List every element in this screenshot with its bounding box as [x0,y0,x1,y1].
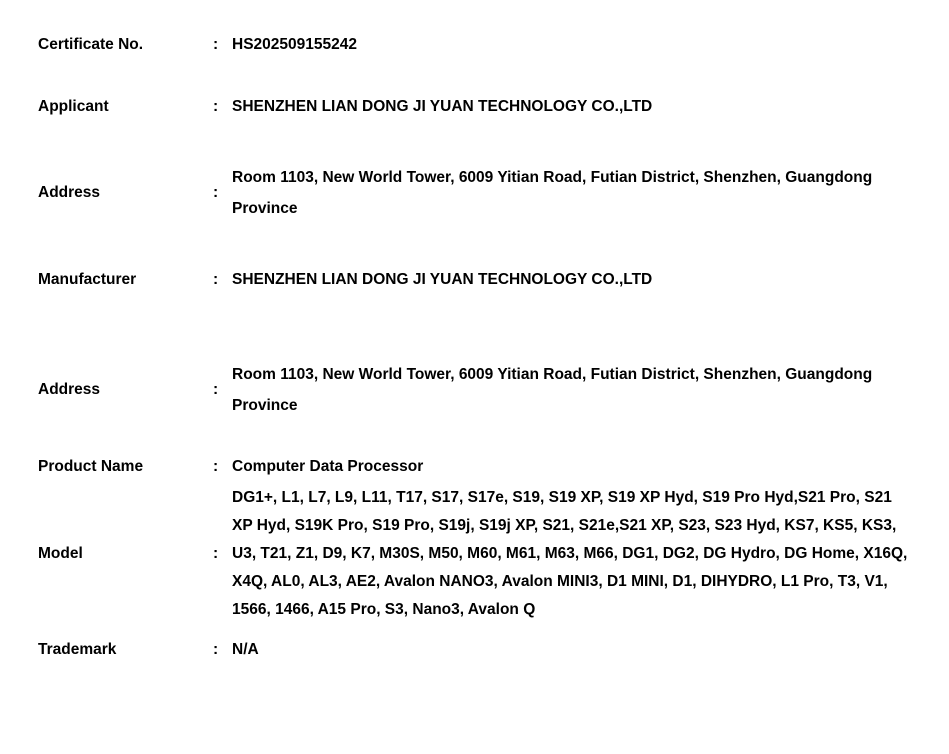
value-applicant-address: Room 1103, New World Tower, 6009 Yitian Road, Futian District, Shenzhen, Guangdong Province [232,169,873,217]
row-applicant [38,97,919,117]
row-model [38,484,919,624]
value-manufacturer-address: Room 1103, New World Tower, 6009 Yitian Road, Futian District, Shenzhen, Guangdong Province [232,366,873,414]
value-manufacturer: SHENZHEN LIAN DONG JI YUAN TECHNOLOGY CO.,LTD [232,271,653,288]
separator-product-name: : [213,458,219,475]
value-certificate-no: HS202509155242 [232,36,357,53]
label-applicant-address: Address [38,184,101,201]
label-certificate-no: Certificate No. [38,36,144,53]
label-manufacturer: Manufacturer [38,271,137,288]
row-manufacturer-address [38,359,919,421]
separator-manufacturer-address: : [213,381,219,398]
separator-model: : [213,545,219,562]
separator-manufacturer: : [213,271,219,288]
row-manufacturer [38,270,919,290]
value-trademark: N/A [232,641,259,658]
label-manufacturer-address: Address [38,381,101,398]
separator-trademark: : [213,641,219,658]
value-applicant: SHENZHEN LIAN DONG JI YUAN TECHNOLOGY CO.,LTD [232,98,653,115]
label-applicant: Applicant [38,98,109,115]
certificate-document [0,35,949,754]
row-certificate-no [38,35,919,55]
label-trademark: Trademark [38,641,117,658]
row-applicant-address [38,162,919,224]
separator-certificate-no: : [213,36,219,53]
value-product-name: Computer Data Processor [232,458,424,475]
separator-applicant-address: : [213,184,219,201]
label-model: Model [38,545,83,562]
label-product-name: Product Name [38,458,144,475]
separator-applicant: : [213,98,219,115]
row-trademark [38,640,919,660]
value-model: DG1+, L1, L7, L9, L11, T17, S17, S17e, S19, S19 XP, S19 XP Hyd, S19 Pro Hyd,S21 Pro, S21 XP Hyd, S19K Pro, S19 Pro, S19j, S19j XP, S21, S21e,S21 XP, S23, S23 Hyd, KS7, KS5, KS3, U3, T21, Z1, D9, K7, M30S, M50, M60, M61, M63, M66, DG1, DG2, DG Hydro, DG Home, X16Q, X4Q, AL0, AL3, AE2, Avalon NANO3, Avalon MINI3, D1 MINI, D1, DIHYDRO, L1 Pro, T3, V1, 1566, 1466, A15 Pro, S3, Nano3, Avalon Q [232,489,908,618]
row-product-name [38,457,919,477]
